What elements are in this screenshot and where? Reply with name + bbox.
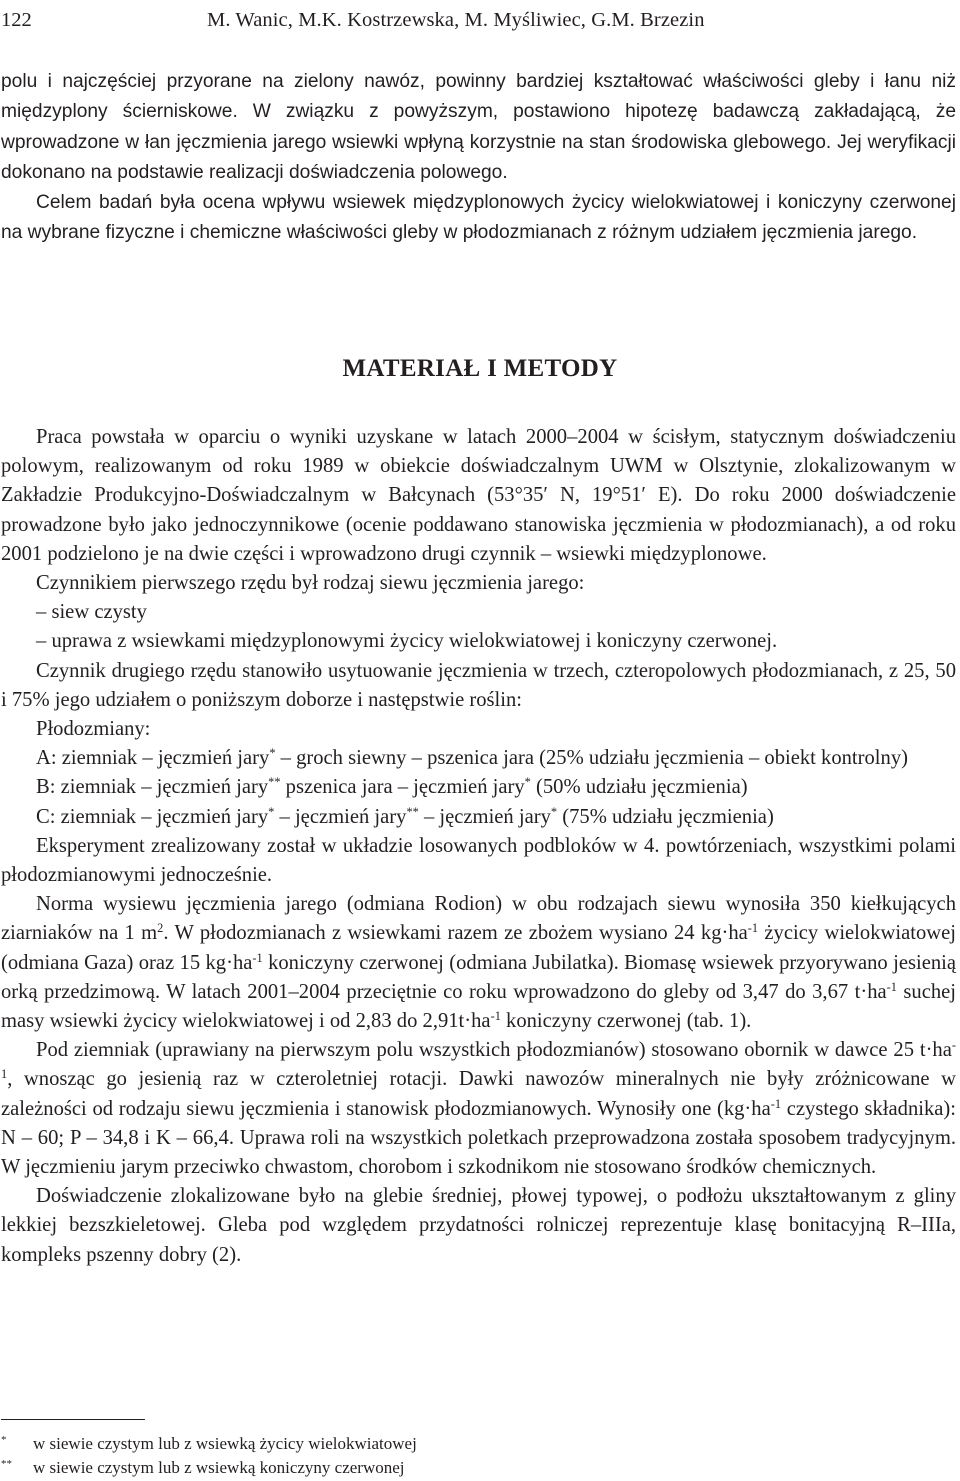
intro-text (1, 67, 956, 249)
list-item: – uprawa z wsiewkami międzyplonowymi życicy wielokwiatowej i koniczyny czerwonej. (36, 630, 778, 653)
page-number: 122 (1, 9, 32, 31)
footnote-ref: * (524, 775, 531, 790)
superscript: -1 (886, 980, 897, 995)
methods-paragraph-7: Pod ziemniak (uprawiany na pierwszym polu wszystkich płodozmianów) stosowano obornik w dawce 25 $t\cdot ha^{-1}$, wnosząc go jesienią raz w czteroletniej rotacji. Dawki nawozów mineralnych nie były zróżnicowane w zależności od rodzaju siewu jęczmienia i stanowisk płodozmianowych. Wynosiły one ($kg\cdot ha^{-1}$ czystego składnika): N – 60; P – 34,8 i K – 66,4. Uprawa roli na wszystkich poletkach przeprowadzona została sposobem tradycyjnym. W jęczmieniu jarym przeciwko chwastom, chorobom i szkodnikom nie stosowano środków chemicznych. (1, 1038, 956, 1179)
superscript: -1 (252, 950, 263, 965)
intro-paragraph-2: Celem badań była ocena wpływu wsiewek międzyplonowych życicy wielokwiatowej i koniczyny czerwonej na wybrane fizyczne i chemiczne właściwości gleby w płodozmianach z różnym udziałem jęczmienia jarego. (1, 192, 956, 244)
footnote-mark: * (1, 1434, 7, 1446)
rotation-a: A: ziemniak – jęczmień jary* – groch siewny – pszenica jara (25% udziału jęczmienia – obiekt kontrolny) (36, 746, 908, 770)
footnote-ref: ** (406, 804, 419, 819)
footnote-ref: ** (268, 775, 281, 790)
footnote-ref: * (269, 746, 276, 761)
methods-paragraph-6: Norma wysiewu jęczmienia jarego (odmiana Rodion) w obu rodzajach siewu wynosiła 350 kiełkujących ziarniaków na 1 $m^2$. W płodozmianach z wsiewkami razem ze zbożem wysiano 24 $kg\cdot ha^{-1}$ życicy wielokwiatowej (odmiana Gaza) oraz 15 $kg\cdot ha^{-1}$ koniczyny czerwonej (odmiana Jubilatka). Biomasę wsiewek przyorywano jesienią orką przedzimową. W latach 2001–2004 przeciętnie co roku wprowadzono do gleby od 3,47 do 3,67 $t\cdot ha^{-1}$ suchej masy wsiewki życicy wielokwiatowej i od 2,83 do $2,91t\cdot ha^{-1}$ koniczyny czerwonej (tab. 1). (1, 893, 956, 1033)
superscript: -1 (747, 921, 759, 936)
superscript: 2 (157, 921, 164, 936)
superscript: -1 (1, 1038, 956, 1082)
footnote-text: w siewie czystym lub z wsiewką życicy wielokwiatowej (33, 1434, 417, 1453)
footnote-ref: * (268, 804, 275, 819)
methods-paragraph-5: Eksperyment zrealizowany został w układzie losowanych podbloków w 4. powtórzeniach, wszystkimi polami płodozmianowymi jednocześnie. (1, 834, 956, 887)
rotation-c: C: ziemniak – jęczmień jary* – jęczmień jary** – jęczmień jary* (75% udziału jęczmienia) (36, 804, 774, 828)
footnote-divider (1, 1419, 145, 1420)
methods-paragraph-2: Czynnikiem pierwszego rzędu był rodzaj siewu jęczmienia jarego: (36, 572, 585, 595)
footnote-text: w siewie czystym lub z wsiewką koniczyny czerwonej (33, 1458, 405, 1477)
methods-paragraph-8: Doświadczenie zlokalizowane było na glebie średniej, płowej typowej, o podłożu ukształtowanym z gliny lekkiej bezszkieletowej. Gleba pod względem przydatności rolniczej reprezentuje klasę bonitacyjną R–IIIa, kompleks pszenny dobry (2). (1, 1185, 956, 1266)
methods-text (1, 423, 956, 1270)
list-item: – siew czysty (36, 601, 147, 624)
superscript: -1 (770, 1096, 782, 1111)
footnote-ref: * (550, 804, 558, 819)
intro-paragraph-1: polu i najczęściej przyorane na zielony nawóz, powinny bardziej kształtować właściwości gleby i łanu niż międzyplony ścierniskowe. W związku z powyższym, postawiono hipotezę badawczą zakładającą, że wprowadzone w łan jęczmienia jarego wsiewki wpłyną korzystnie na stan środowiska glebowego. Jej weryfikacji dokonano na podstawie realizacji doświadczenia polowego. (1, 71, 956, 183)
rotations-label: Płodozmiany: (36, 718, 151, 741)
rotation-b: B: ziemniak – jęczmień jary** pszenica jara – jęczmień jary* (50% udziału jęczmienia) (36, 775, 748, 799)
section-heading: MATERIAŁ I METODY (342, 355, 618, 382)
methods-paragraph-3: Czynnik drugiego rzędu stanowiło usytuowanie jęczmienia w trzech, czteropolowych płodozmianach, z 25, 50 i 75% jego udziałem o poniższym doborze i następstwie roślin: (1, 659, 956, 711)
methods-paragraph-1: Praca powstała w oparciu o wyniki uzyskane w latach 2000–2004 w ścisłym, statycznym doświadczeniu polowym, realizowanym od roku 1989 w obiekcie doświadczalnym UWM w Olsztynie, zlokalizowanym w Zakładzie Produkcyjno-Doświadczalnym w Bałcynach (53°35′ N, 19°51′ E). Do roku 2000 doświadczenie prowadzone było jako jednoczynnikowe (ocenie poddawano stanowiska jęczmienia w płodozmianach), a od roku 2001 podzielono je na dwie części i wprowadzono drugi czynnik – wsiewki międzyplonowe. (1, 426, 956, 565)
running-header (1, 2, 956, 38)
footnote-mark: ** (1, 1458, 12, 1470)
running-head-authors: M. Wanic, M.K. Kostrzewska, M. Myśliwiec, G.M. Brzezin (207, 9, 705, 31)
superscript: -1 (490, 1009, 501, 1024)
